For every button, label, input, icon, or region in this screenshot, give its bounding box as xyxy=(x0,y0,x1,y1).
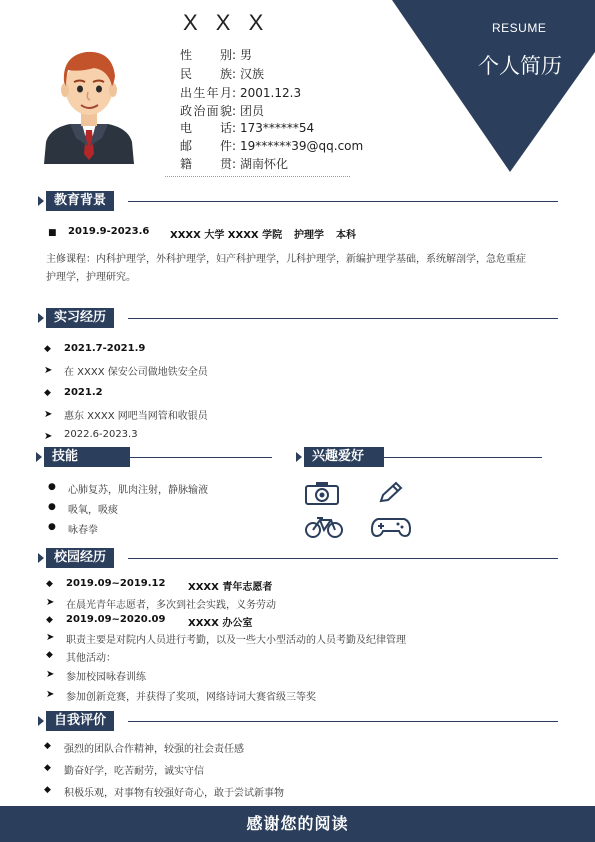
candidate-name: X X X xyxy=(183,10,270,35)
info-email: 邮件: 19******39@qq.com xyxy=(180,139,364,153)
bullet-dot: ● xyxy=(48,482,56,492)
chevron-icon: ➤ xyxy=(44,365,53,376)
edu-period: 2019.9-2023.6 xyxy=(68,226,150,237)
section-title: 自我评价 xyxy=(46,711,114,731)
section-title: 技能 xyxy=(44,447,130,467)
eval-item: 勤奋好学，吃苦耐劳，诚实守信 xyxy=(64,766,204,777)
campus-other: 参加校园咏春训练 xyxy=(66,672,146,683)
chevron-icon: ➤ xyxy=(46,689,55,700)
bullet-diamond: ◆ xyxy=(44,763,51,773)
campus-date: 2019.09~2019.12 xyxy=(66,578,166,589)
campus-other-label: 其他活动： xyxy=(66,653,116,664)
bullet-diamond: ◆ xyxy=(46,650,53,660)
section-education xyxy=(38,191,558,211)
skill-item: 咏春拳 xyxy=(68,525,98,536)
campus-org: XXXX 办公室 xyxy=(188,618,253,629)
avatar xyxy=(42,42,136,164)
skill-item: 心肺复苏，肌肉注射，静脉输液 xyxy=(68,485,208,496)
footer-banner: 感谢您的阅读 xyxy=(0,806,595,842)
section-self-eval xyxy=(38,711,558,731)
edu-courses-cont: 护理学，护理研究。 xyxy=(46,272,136,283)
info-politics: 政治面貌: 团员 xyxy=(180,104,265,118)
bicycle-icon xyxy=(304,515,344,539)
campus-desc: 在晨光青年志愿者，多次到社会实践，义务劳动 xyxy=(66,600,276,611)
section-campus xyxy=(38,548,558,568)
edu-school: XXXX 大学 XXXX 学院 xyxy=(170,230,283,241)
intern-desc: 惠东 XXXX 网吧当网管和收银员 xyxy=(64,411,208,422)
section-title: 教育背景 xyxy=(46,191,114,211)
bullet-diamond: ◆ xyxy=(44,785,51,795)
pencil-icon xyxy=(377,481,403,505)
bullet-diamond: ◆ xyxy=(46,579,53,589)
eval-item: 强烈的团队合作精神，较强的社会责任感 xyxy=(64,744,244,755)
campus-date: 2019.09~2020.09 xyxy=(66,614,166,625)
bullet-square: ■ xyxy=(48,228,57,238)
info-gender: 性别: 男 xyxy=(180,48,253,62)
bullet-dot: ● xyxy=(48,522,56,532)
divider xyxy=(165,176,350,177)
chevron-icon: ➤ xyxy=(46,597,55,608)
intern-desc: 在 XXXX 保安公司做地铁安全员 xyxy=(64,367,208,378)
bullet-diamond: ◆ xyxy=(44,344,51,354)
chevron-icon: ➤ xyxy=(44,409,53,420)
edu-courses: 主修课程：内科护理学，外科护理学，妇产科护理学，儿科护理学，新编护理学基础，系统解剖学，急危重症 xyxy=(46,254,526,265)
skill-item: 吸氧，吸痰 xyxy=(68,505,118,516)
chevron-icon: ➤ xyxy=(46,632,55,643)
bullet-diamond: ◆ xyxy=(44,741,51,751)
intern-date: 2021.7-2021.9 xyxy=(64,343,146,354)
info-birth: 出生年月: 2001.12.3 xyxy=(180,86,302,100)
info-ethnicity: 民族: 汉族 xyxy=(180,67,265,81)
bullet-diamond: ◆ xyxy=(46,615,53,625)
edu-major: 护理学 xyxy=(294,230,324,241)
intern-date: 2021.2 xyxy=(64,387,103,398)
info-hometown: 籍贯: 湖南怀化 xyxy=(180,157,289,171)
campus-other: 参加创新竞赛，并获得了奖项，网络诗词大赛省级三等奖 xyxy=(66,692,316,703)
resume-label: RESUME xyxy=(492,21,547,35)
chevron-icon: ➤ xyxy=(46,669,55,680)
section-title: 校园经历 xyxy=(46,548,114,568)
bullet-diamond: ◆ xyxy=(44,388,51,398)
campus-desc: 职责主要是对院内人员进行考勤，以及一些大小型活动的人员考勤及纪律管理 xyxy=(66,635,406,646)
campus-org: XXXX 青年志愿者 xyxy=(188,582,273,593)
info-phone: 电话: 173******54 xyxy=(180,121,315,135)
edu-degree: 本科 xyxy=(336,230,356,241)
eval-item: 积极乐观，对事物有较强好奇心，敢于尝试新事物 xyxy=(64,788,284,799)
chevron-icon: ➤ xyxy=(44,431,53,442)
section-title: 兴趣爱好 xyxy=(304,447,384,467)
resume-title: 个人简历 xyxy=(478,54,562,78)
intern-date: 2022.6-2023.3 xyxy=(64,429,138,440)
camera-icon xyxy=(304,481,340,505)
section-skills xyxy=(36,447,272,467)
bullet-dot: ● xyxy=(48,502,56,512)
section-hobbies xyxy=(296,447,542,467)
gamepad-icon xyxy=(370,516,412,538)
section-internship xyxy=(38,308,558,328)
section-title: 实习经历 xyxy=(46,308,114,328)
